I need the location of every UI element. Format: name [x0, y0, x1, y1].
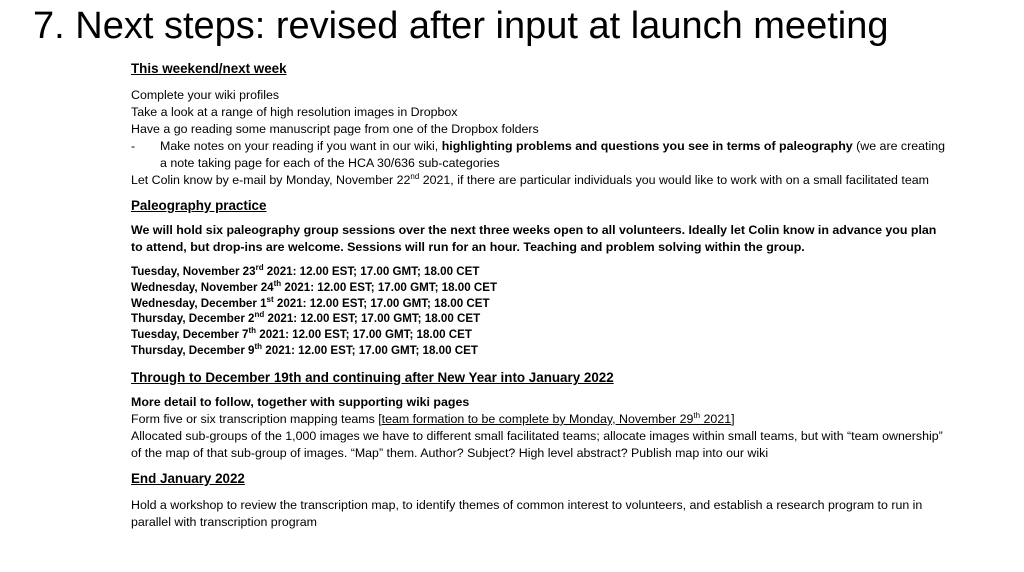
form-teams-line: Form five or six transcription mapping teams [team formation to be complete by Monday, November 29th 2021]	[131, 410, 735, 426]
section-heading-paleography: Paleography practice	[131, 198, 267, 213]
session-item: Wednesday, December 1st 2021: 12.00 EST; 17.00 GMT; 18.00 CET	[131, 294, 490, 310]
allocated-subgroups-line: Allocated sub-groups of the 1,000 images we have to different small facilitated teams; allocate images within small teams, but with “team ownership” of the map of that sub-group of images. “Map” them. Author? Subject? High level abstract? Publish map into our wiki	[131, 428, 943, 460]
team-formation-deadline: team formation to be complete by Monday, November 29th 2021	[381, 410, 732, 426]
paleography-intro: We will hold six paleography group sessions over the next three weeks open to all volunteers. Ideally let Colin know in advance you plan to attend, but drop-ins are welcome. Sessions will run for an hour. Teaching and problem solving within the group.	[131, 223, 937, 254]
session-item: Thursday, December 2nd 2021: 12.00 EST; 17.00 GMT; 18.00 CET	[131, 310, 481, 326]
section-heading-weekend: This weekend/next week	[131, 61, 287, 76]
session-item: Wednesday, November 24th 2021: 12.00 EST; 17.00 GMT; 18.00 CET	[131, 278, 498, 294]
step-email-colin: Let Colin know by e-mail by Monday, November 22nd 2021, if there are particular individuals you would like to work with on a small facilitated team	[131, 172, 929, 187]
workshop-line: Hold a workshop to review the transcription map, to identify themes of common interest to volunteers, and establish a research program to run in parallel with transcription program	[131, 497, 923, 529]
step-dropbox-images: Take a look at a range of high resolution images in Dropbox	[131, 105, 458, 119]
step-wiki-profiles: Complete your wiki profiles	[131, 88, 280, 102]
step-reading-manuscript: Have a go reading some manuscript page from one of the Dropbox folders	[131, 122, 539, 136]
more-detail-line: More detail to follow, together with supporting wiki pages	[131, 394, 470, 409]
bullet-dash: -	[131, 139, 136, 153]
slide-content	[131, 60, 951, 531]
session-schedule	[131, 264, 951, 359]
session-item: Tuesday, November 23rd 2021: 12.00 EST; 17.00 GMT; 18.00 CET	[131, 263, 480, 278]
section-heading-end-january: End January 2022	[131, 470, 245, 486]
slide-title: 7. Next steps: revised after input at launch meeting	[33, 5, 889, 47]
bullet-notes-text: Make notes on your reading if you want in our wiki, highlighting problems and questions you see in terms of paleography (we are creating a note taking page for each of the HCA 30/636 sub-categories	[160, 139, 945, 170]
bullet-notes	[131, 138, 951, 172]
section-heading-december: Through to December 19th and continuing after New Year into January 2022	[131, 369, 614, 385]
session-item: Tuesday, December 7th 2021: 12.00 EST; 17.00 GMT; 18.00 CET	[131, 326, 472, 342]
session-item: Thursday, December 9th 2021: 12.00 EST; 17.00 GMT; 18.00 CET	[131, 341, 478, 357]
